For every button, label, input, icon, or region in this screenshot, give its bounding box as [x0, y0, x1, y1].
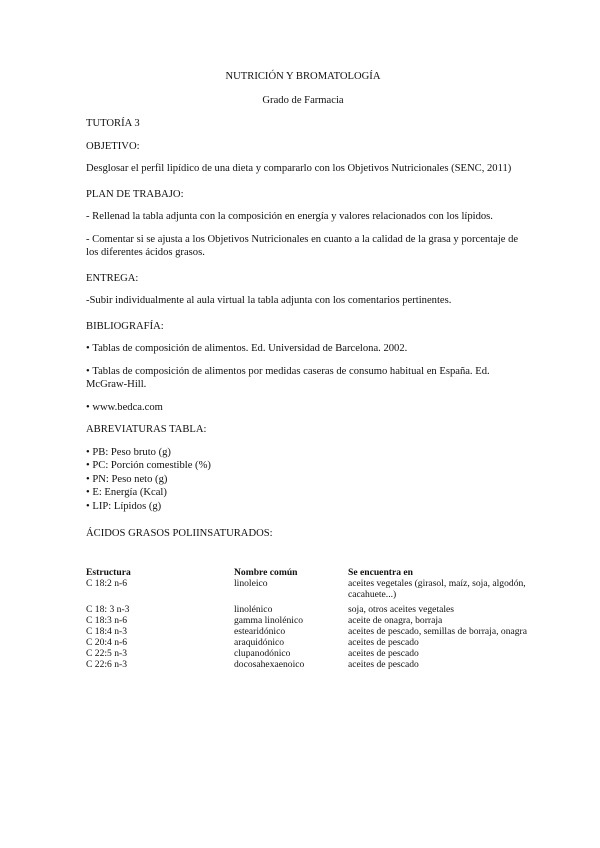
objetivo-heading: OBJETIVO:	[86, 140, 140, 152]
cell-fuente: aceites de pescado	[348, 636, 419, 648]
cell-estructura: C 18:4 n-3	[86, 625, 128, 637]
document-title: NUTRICIÓN Y BROMATOLOGÍA	[225, 71, 381, 82]
objetivo-text: Desglosar el perfil lipídico de una dieta y compararlo con los Objetivos Nutricionales (SENC, 2011)	[86, 163, 512, 174]
plan-heading: PLAN DE TRABAJO:	[86, 188, 184, 200]
table-row	[86, 626, 552, 637]
cell-estructura: C 18:3 n-6	[86, 614, 128, 626]
column-header-nombre: Nombre común	[234, 566, 298, 578]
cell-estructura: C 20:4 n-6	[86, 636, 128, 648]
cell-fuente: aceites de pescado	[348, 647, 419, 659]
cell-estructura: C 22:6 n-3	[86, 658, 128, 670]
table-row	[86, 659, 552, 670]
abreviatura-item: • PB: Peso bruto (g)	[86, 446, 520, 460]
cell-fuente: aceites vegetales (girasol, maíz, soja, algodón, cacahuete...)	[348, 577, 526, 600]
abreviatura-item: • LIP: Lípidos (g)	[86, 500, 520, 514]
cell-estructura: C 18:2 n-6	[86, 577, 128, 589]
entrega-text: -Subir individualmente al aula virtual la tabla adjunta con los comentarios pertinentes.	[86, 295, 452, 306]
plan-item: - Comentar si se ajusta a los Objetivos Nutricionales en cuanto a la calidad de la grasa y porcentaje de los diferentes ácidos grasos.	[86, 233, 519, 258]
cell-nombre: linoleico	[234, 577, 268, 589]
table-row	[86, 578, 552, 600]
cell-nombre: docosahexaenoico	[234, 658, 305, 670]
cell-estructura: C 22:5 n-3	[86, 647, 128, 659]
table-row	[86, 615, 552, 626]
table-row	[86, 637, 552, 648]
column-header-fuente: Se encuentra en	[348, 566, 414, 578]
cell-fuente: aceites de pescado, semillas de borraja, onagra	[348, 625, 528, 637]
document-page	[86, 70, 528, 670]
document-subtitle: Grado de Farmacia	[262, 94, 344, 106]
cell-fuente: aceites de pescado	[348, 658, 419, 670]
table-header-row	[86, 567, 552, 578]
abreviatura-item: • E: Energía (Kcal)	[86, 486, 520, 500]
cell-nombre: clupanodónico	[234, 647, 291, 659]
column-header-estructura: Estructura	[86, 566, 131, 578]
abreviatura-item: • PC: Porción comestible (%)	[86, 459, 520, 473]
bibliografia-item: • Tablas de composición de alimentos. Ed. Universidad de Barcelona. 2002.	[86, 342, 520, 356]
table-row	[86, 604, 552, 615]
cell-estructura: C 18: 3 n-3	[86, 603, 130, 615]
cell-nombre: estearidónico	[234, 625, 286, 637]
bibliografia-list	[86, 342, 520, 414]
cell-fuente: soja, otros aceites vegetales	[348, 603, 455, 615]
acidos-table	[86, 567, 552, 670]
bibliografia-item: • Tablas de composición de alimentos por medidas caseras de consumo habitual en España. Ed. McGraw-Hill.	[86, 365, 520, 392]
bibliografia-link[interactable]: • www.bedca.com	[86, 401, 520, 415]
cell-nombre: araquidónico	[234, 636, 285, 648]
entrega-heading: ENTREGA:	[86, 272, 139, 284]
tutoria-heading: TUTORÍA 3	[86, 118, 140, 129]
cell-fuente: aceite de onagra, borraja	[348, 614, 443, 626]
table-row	[86, 648, 552, 659]
abreviatura-item: • PN: Peso neto (g)	[86, 473, 520, 487]
plan-item: - Rellenad la tabla adjunta con la composición en energía y valores relacionados con los lípidos.	[86, 211, 493, 222]
cell-nombre: gamma linolénico	[234, 614, 304, 626]
bibliografia-heading: BIBLIOGRAFÍA:	[86, 320, 164, 332]
acidos-heading: ÁCIDOS GRASOS POLIINSATURADOS:	[86, 528, 273, 539]
abreviaturas-list	[86, 446, 520, 514]
cell-nombre: linolénico	[234, 603, 273, 615]
abreviaturas-heading: ABREVIATURAS TABLA:	[86, 424, 207, 435]
